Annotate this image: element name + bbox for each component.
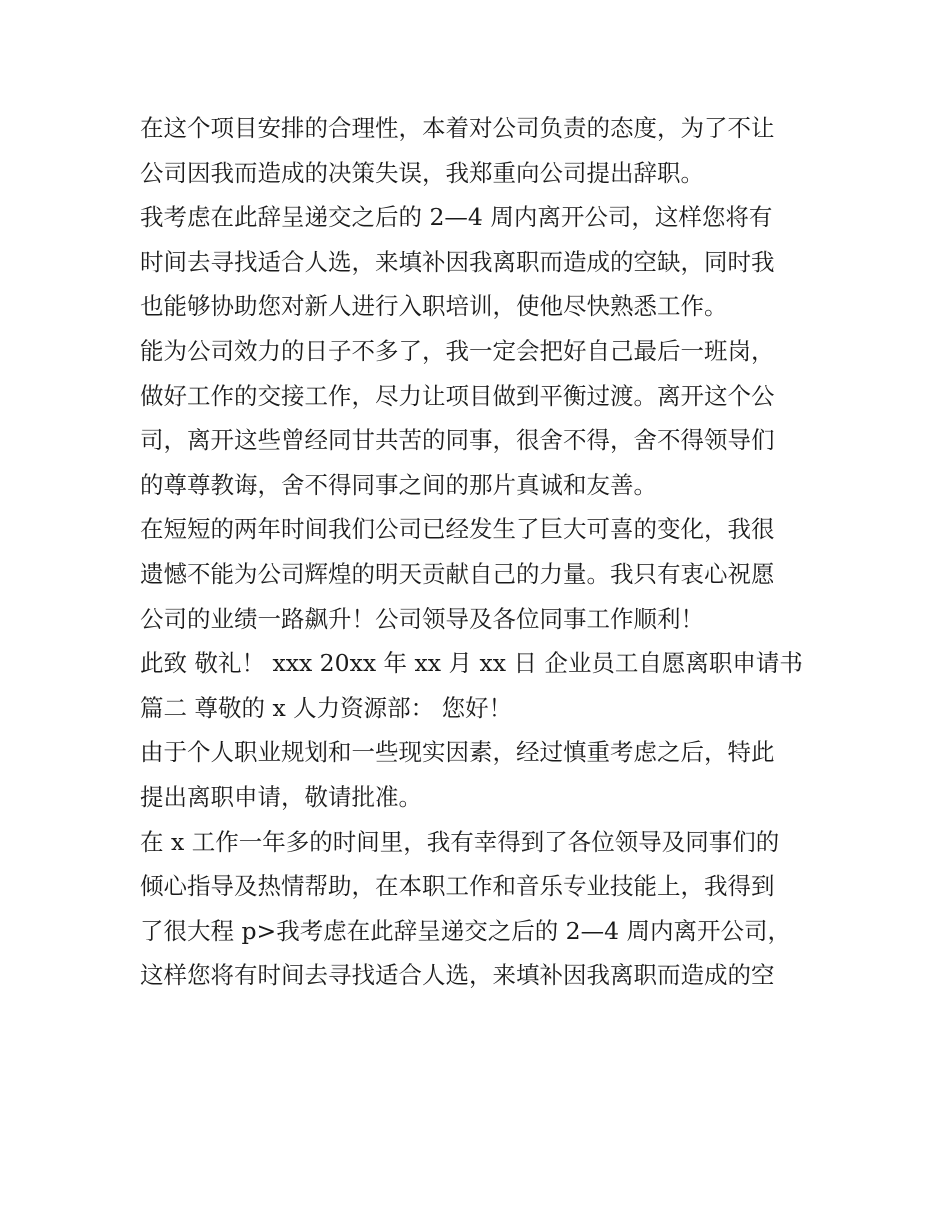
- text-line: 司，离开这些曾经同甘共苦的同事，很舍不得，舍不得领导们: [140, 426, 775, 455]
- text-line: 遗憾不能为公司辉煌的明天贡献自己的力量。我只有衷心祝愿: [140, 559, 775, 588]
- text-line: 做好工作的交接工作，尽力让项目做到平衡过渡。离开这个公: [140, 381, 775, 410]
- text-line: 由于个人职业规划和一些现实因素，经过慎重考虑之后，特此: [140, 738, 775, 767]
- text-line: 公司因我而造成的决策失误，我郑重向公司提出辞职。: [140, 158, 704, 187]
- text-line: 的尊尊教诲，舍不得同事之间的那片真诚和友善。: [140, 470, 657, 499]
- text-line: 也能够协助您对新人进行入职培训，使他尽快熟悉工作。: [140, 292, 728, 321]
- text-line: 在这个项目安排的合理性，本着对公司负责的态度，为了不让: [140, 114, 775, 142]
- document-body: [140, 106, 820, 998]
- text-line: 公司的业绩一路飙升！公司领导及各位同事工作顺利！: [140, 604, 704, 633]
- text-line: 在短短的两年时间我们公司已经发生了巨大可喜的变化，我很: [140, 515, 775, 544]
- text-line: 提出离职申请，敬请批准。: [140, 782, 422, 811]
- text-line: 了很大程 p>我考虑在此辞呈递交之后的 2—4 周内离开公司，: [140, 916, 792, 945]
- text-line: 在 x 工作一年多的时间里，我有幸得到了各位领导及同事们的: [140, 827, 780, 856]
- text-line: 此致 敬礼！ xxx 20xx 年 xx 月 xx 日 企业员工自愿离职申请书: [140, 649, 803, 678]
- text-line: 这样您将有时间去寻找适合人选，来填补因我离职而造成的空: [140, 961, 775, 990]
- text-line: 倾心指导及热情帮助，在本职工作和音乐专业技能上，我得到: [140, 872, 775, 901]
- text-line: 能为公司效力的日子不多了，我一定会把好自己最后一班岗，: [140, 336, 775, 365]
- text-line: 篇二 尊敬的 x 人力资源部： 您好！: [140, 693, 513, 722]
- text-line: 我考虑在此辞呈递交之后的 2—4 周内离开公司，这样您将有: [140, 203, 773, 232]
- text-line: 时间去寻找适合人选，来填补因我离职而造成的空缺，同时我: [140, 247, 775, 276]
